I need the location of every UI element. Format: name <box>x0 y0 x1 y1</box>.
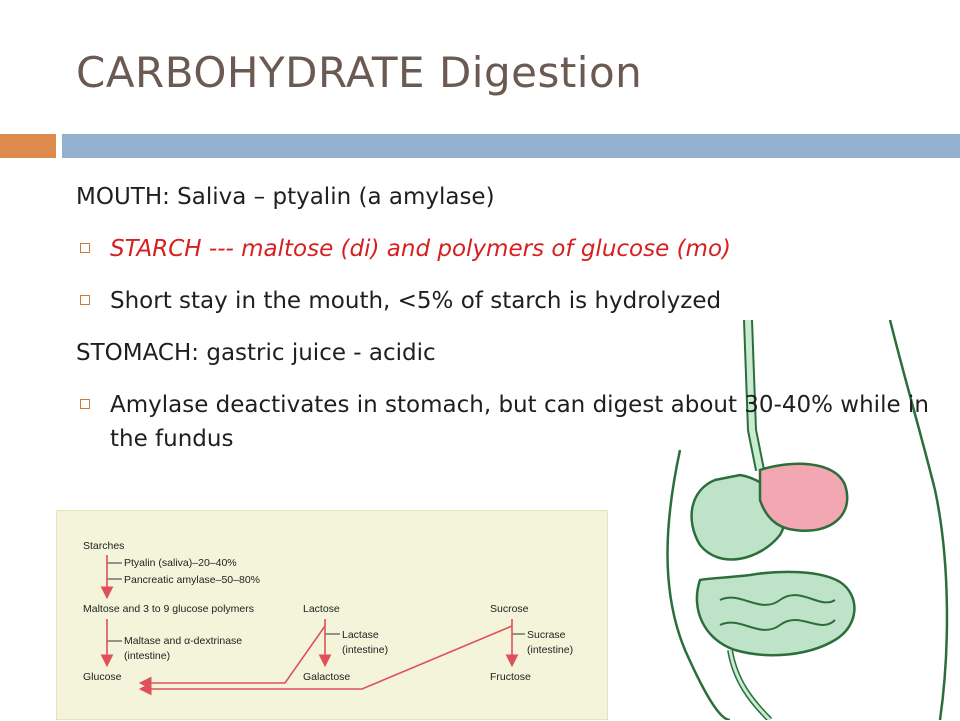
square-bullet-icon <box>80 295 90 305</box>
bullet-amylase-text: Amylase deactivates in stomach, but can digest about 30-40% while in the fundus <box>110 392 929 452</box>
label-galactose: Galactose <box>303 671 351 683</box>
bullet-short-stay-text: Short stay in the mouth, <5% of starch is hydrolyzed <box>110 288 722 314</box>
bullet-starch <box>76 232 946 266</box>
square-bullet-icon <box>80 243 90 253</box>
bullet-short-stay <box>76 284 946 318</box>
carbohydrate-digestion-figure <box>56 510 608 720</box>
label-lactase-intestine: (intestine) <box>342 644 389 656</box>
stomach-heading: STOMACH: gastric juice - acidic <box>76 340 436 366</box>
label-lactose: Lactose <box>303 603 340 615</box>
label-fructose: Fructose <box>490 671 531 683</box>
label-starches: Starches <box>83 540 125 552</box>
mouth-heading: MOUTH: Saliva – ptyalin (a amylase) <box>76 184 495 210</box>
label-maltose: Maltose and 3 to 9 glucose polymers <box>83 603 255 615</box>
square-bullet-icon <box>80 399 90 409</box>
slide-title: CARBOHYDRATE Digestion <box>76 48 643 97</box>
bullet-amylase <box>76 388 950 456</box>
label-glucose: Glucose <box>83 671 122 683</box>
label-sucrase-intestine: (intestine) <box>527 644 574 656</box>
label-sucrose: Sucrose <box>490 603 529 615</box>
slide-body <box>76 180 946 474</box>
label-maltase: Maltase and α-dextrinase <box>124 635 243 647</box>
accent-bar-orange <box>0 134 56 158</box>
label-ptyalin: Ptyalin (saliva)–20–40% <box>124 557 237 569</box>
label-pancreatic: Pancreatic amylase–50–80% <box>124 574 260 586</box>
label-sucrase: Sucrase <box>527 629 566 641</box>
accent-bar-blue <box>62 134 960 158</box>
bullet-starch-text: STARCH --- maltose (di) and polymers of glucose (mo) <box>110 236 731 262</box>
label-maltase-intestine: (intestine) <box>124 650 171 662</box>
label-lactase: Lactase <box>342 629 379 641</box>
